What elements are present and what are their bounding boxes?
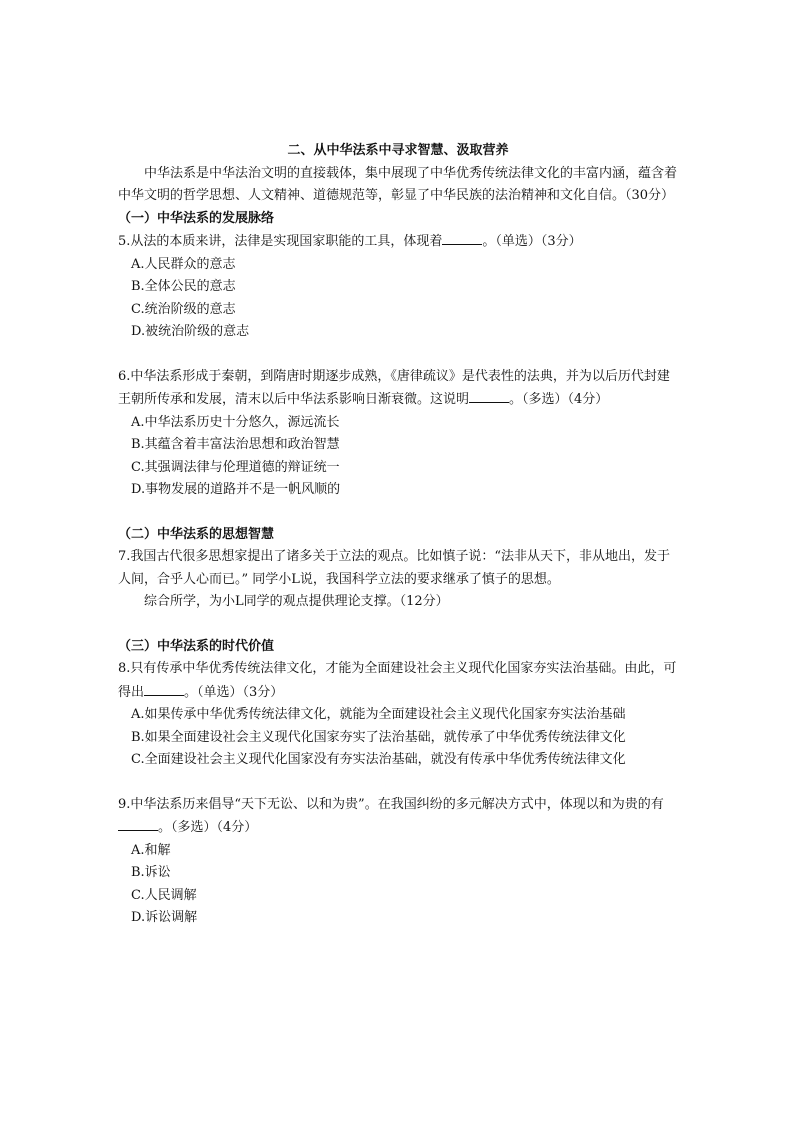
question-8-option-c[interactable]: C.全面建设社会主义现代化国家没有夯实法治基础，就没有传承中华优秀传统法律文化 [131,752,626,767]
question-5-option-a[interactable]: A.人民群众的意志 [131,256,236,272]
spacer [118,772,678,794]
question-6-option-b[interactable]: B.其蕴含着丰富法治思想和政治智慧 [131,437,340,452]
section-intro: 中华法系是中华法治文明的直接载体，集中展现了中华优秀传统法律文化的丰富内涵，蕴含着中华文明的哲学思想、人文精神、道德规范等，彰显了中华民族的法治精神和文化自信。（30分） [118,165,678,203]
question-9-option-d[interactable]: D.诉讼调解 [131,910,198,925]
answer-blank[interactable] [118,816,158,831]
document-content [118,140,678,930]
question-6-stem: 6.中华法系形成于秦朝，到隋唐时期逐步成熟，《唐律疏议》是代表性的法典，并为以后历代封建王朝所传承和发展，清末以后中华法系影响日渐衰微。这说明 。（多选）（4分） [118,368,670,407]
question-9-option-a[interactable]: A.和解 [131,842,171,858]
answer-blank[interactable] [442,230,482,245]
question-6-option-a[interactable]: A.中华法系历史十分悠久，源远流长 [131,414,340,430]
section-title: 二、从中华法系中寻求智慧、汲取营养 [287,143,509,158]
question-7-stem: 7.我国古代很多思想家提出了诸多关于立法的观点。比如慎子说：“法非从天下，非从地出，发于人间，合乎人心而已。” 同学小L说，我国科学立法的要求继承了慎子的思想。 [118,549,671,587]
part2-heading: （二）中华法系的思想智慧 [118,526,275,542]
question-8-stem: 8.只有传承中华优秀传统法律文化，才能为全面建设社会主义现代化国家夯实法治基础。由此，可得出 。（单选）（3分） [118,661,677,700]
spacer [118,344,678,366]
question-9-option-b[interactable]: B.诉讼 [131,865,171,880]
answer-blank[interactable] [144,681,184,696]
question-5-option-c[interactable]: C.统治阶级的意志 [131,301,236,317]
answer-blank[interactable] [469,388,509,403]
question-8-option-b[interactable]: B.如果全面建设社会主义现代化国家夯实了法治基础，就传承了中华优秀传统法律文化 [131,729,626,745]
spacer [118,614,678,636]
question-8-option-a[interactable]: A.如果传承中华优秀传统法律文化，就能为全面建设社会主义现代化国家夯实法治基础 [131,707,626,722]
question-5-option-d[interactable]: D.被统治阶级的意志 [131,324,250,339]
part1-heading: （一）中华法系的发展脉络 [118,210,275,226]
question-5-stem: 5.从法的本质来讲，法律是实现国家职能的工具，体现着 。（单选）（3分） [118,230,678,254]
question-6-option-d[interactable]: D.事物发展的道路并不是一帆风顺的 [131,482,341,497]
question-7-task: 综合所学，为小L同学的观点提供理论支撑。（12分） [144,594,449,609]
question-9-stem: 9.中华法系历来倡导“天下无讼、以和为贵”。在我国纠纷的多元解决方式中，体现以和为贵的有。（多选）（4分） [118,796,664,835]
spacer [118,502,678,524]
part3-heading: （三）中华法系的时代价值 [118,638,275,654]
question-5-option-b[interactable]: B.全体公民的意志 [131,279,236,294]
question-6-option-c[interactable]: C.其强调法律与伦理道德的辩证统一 [131,459,340,475]
question-9-option-c[interactable]: C.人民调解 [131,887,197,903]
